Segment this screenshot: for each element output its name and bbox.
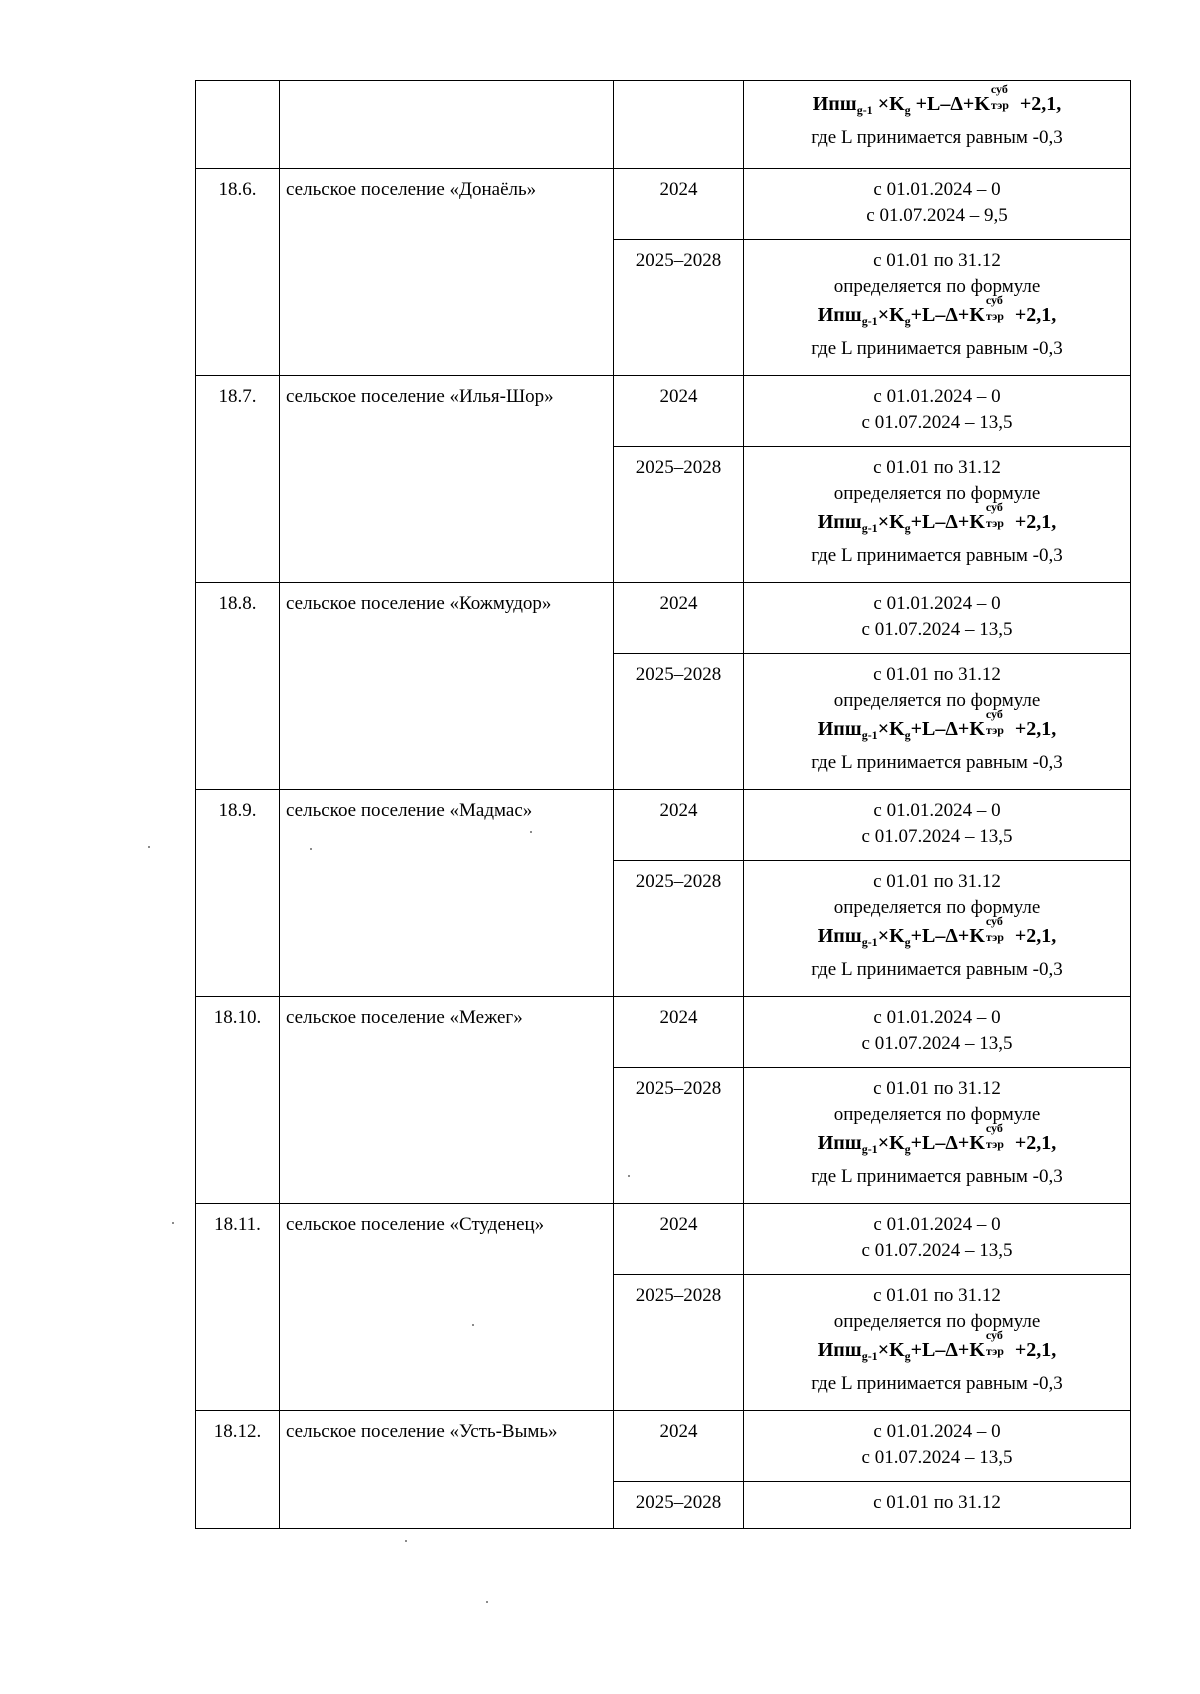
- period-cell: 2024: [614, 997, 744, 1068]
- rate-line: определяется по формуле: [833, 1104, 1041, 1125]
- formula-note: где L принимается равным -0,3: [811, 1373, 1063, 1394]
- rate-cell: [744, 1275, 1131, 1411]
- rate-cell: [744, 790, 1131, 861]
- rate-cell: [744, 376, 1131, 447]
- rate-line: с 01.07.2024 – 13,5: [861, 412, 1013, 433]
- table-row: [196, 583, 1131, 654]
- rate-line: с 01.01.2024 – 0: [873, 593, 1001, 614]
- rate-line: с 01.01.2024 – 0: [873, 1214, 1001, 1235]
- rate-line: с 01.01 по 31.12: [873, 871, 1001, 892]
- table-row: [196, 1411, 1131, 1482]
- row-number: 18.12.: [196, 1411, 280, 1529]
- rate-line: с 01.01.2024 – 0: [873, 179, 1001, 200]
- tariff-table: [195, 80, 1131, 1529]
- scan-speck: [628, 1175, 630, 1177]
- period-cell: 2024: [614, 376, 744, 447]
- scan-speck: [472, 1324, 474, 1326]
- rate-line: определяется по формуле: [833, 897, 1041, 918]
- rate-line: с 01.07.2024 – 13,5: [861, 1447, 1013, 1468]
- rate-line: с 01.01 по 31.12: [873, 1285, 1001, 1306]
- formula: $Ипш_{g-1}\times K_g+L-\Delta+K$ суб тэр +2,1,: [817, 1121, 1057, 1156]
- formula-note: где L принимается равным -0,3: [811, 752, 1063, 773]
- scan-speck: [486, 1601, 488, 1603]
- rate-cell: [744, 1411, 1131, 1482]
- rate-cell: [744, 169, 1131, 240]
- formula-note: где L принимается равным -0,3: [811, 127, 1063, 148]
- rate-line: с 01.07.2024 – 9,5: [866, 205, 1008, 226]
- table-row: [196, 169, 1131, 240]
- period-cell: 2025–2028: [614, 1482, 744, 1529]
- period-cell: 2025–2028: [614, 1068, 744, 1204]
- settlement-name: сельское поселение «Усть-Вымь»: [280, 1411, 614, 1529]
- formula: $Ипш_{g-1}\times K_g+L-\Delta+K$ суб тэр +2,1,: [817, 1328, 1057, 1363]
- table-cell-name: [280, 81, 614, 169]
- settlement-name: сельское поселение «Межег»: [280, 997, 614, 1204]
- table-cell-value: [744, 81, 1131, 169]
- formula-note: где L принимается равным -0,3: [811, 545, 1063, 566]
- rate-cell: [744, 240, 1131, 376]
- rate-line: с 01.01 по 31.12: [873, 1078, 1001, 1099]
- rate-cell: [744, 861, 1131, 997]
- row-number: 18.6.: [196, 169, 280, 376]
- period-cell: 2024: [614, 1204, 744, 1275]
- table-row: [196, 790, 1131, 861]
- table-row: [196, 1204, 1131, 1275]
- rate-cell: [744, 654, 1131, 790]
- rate-line: с 01.07.2024 – 13,5: [861, 826, 1013, 847]
- period-cell: 2025–2028: [614, 240, 744, 376]
- row-number: 18.11.: [196, 1204, 280, 1411]
- rate-line: определяется по формуле: [833, 690, 1041, 711]
- rate-line: с 01.01.2024 – 0: [873, 386, 1001, 407]
- rate-line: с 01.01 по 31.12: [873, 250, 1001, 271]
- formula: $Ипш_{g-1}\times K_g+L-\Delta+K$ суб тэр +2,1,: [817, 914, 1057, 949]
- rate-cell: [744, 1204, 1131, 1275]
- settlement-name: сельское поселение «Кожмудор»: [280, 583, 614, 790]
- scan-speck: [310, 848, 312, 850]
- period-cell: 2025–2028: [614, 447, 744, 583]
- rate-line: с 01.01.2024 – 0: [873, 1007, 1001, 1028]
- rate-line: с 01.07.2024 – 13,5: [861, 1240, 1013, 1261]
- period-cell: 2025–2028: [614, 1275, 744, 1411]
- rate-line: с 01.07.2024 – 13,5: [861, 1033, 1013, 1054]
- row-number: 18.9.: [196, 790, 280, 997]
- settlement-name: сельское поселение «Мадмас»: [280, 790, 614, 997]
- rate-cell: [744, 1068, 1131, 1204]
- formula: $Ипш_{g-1}\times K_g+L-\Delta+K$ суб тэр +2,1,: [817, 500, 1057, 535]
- settlement-name: сельское поселение «Студенец»: [280, 1204, 614, 1411]
- table-cell-num: [196, 81, 280, 169]
- period-cell: 2024: [614, 1411, 744, 1482]
- formula: $Ипш_{g-1} \times K_g +L-\Delta+K$ суб тэр +2,1,: [812, 82, 1062, 117]
- formula: $Ипш_{g-1}\times K_g+L-\Delta+K$ суб тэр +2,1,: [817, 707, 1057, 742]
- table-row: [196, 997, 1131, 1068]
- period-cell: 2024: [614, 169, 744, 240]
- rate-cell: [744, 1482, 1131, 1529]
- rate-cell: [744, 997, 1131, 1068]
- rate-line: с 01.01 по 31.12: [873, 1492, 1001, 1513]
- rate-line: с 01.01.2024 – 0: [873, 1421, 1001, 1442]
- rate-line: определяется по формуле: [833, 483, 1041, 504]
- rate-line: с 01.01 по 31.12: [873, 457, 1001, 478]
- rate-line: с 01.01 по 31.12: [873, 664, 1001, 685]
- formula-note: где L принимается равным -0,3: [811, 959, 1063, 980]
- row-number: 18.7.: [196, 376, 280, 583]
- rate-line: с 01.07.2024 – 13,5: [861, 619, 1013, 640]
- settlement-name: сельское поселение «Илья-Шор»: [280, 376, 614, 583]
- scan-speck: [148, 846, 150, 848]
- scan-speck: [172, 1222, 174, 1224]
- formula-note: где L принимается равным -0,3: [811, 1166, 1063, 1187]
- settlement-name: сельское поселение «Донаёль»: [280, 169, 614, 376]
- row-number: 18.10.: [196, 997, 280, 1204]
- scan-speck: [530, 831, 532, 833]
- scan-speck: [405, 1540, 407, 1542]
- row-number: 18.8.: [196, 583, 280, 790]
- rate-cell: [744, 447, 1131, 583]
- continuation-row: [196, 81, 1131, 169]
- period-cell: 2025–2028: [614, 654, 744, 790]
- table-row: [196, 376, 1131, 447]
- table-cell-year: [614, 81, 744, 169]
- rate-cell: [744, 583, 1131, 654]
- rate-line: определяется по формуле: [833, 276, 1041, 297]
- formula: $Ипш_{g-1}\times K_g+L-\Delta+K$ суб тэр +2,1,: [817, 293, 1057, 328]
- period-cell: 2024: [614, 583, 744, 654]
- rate-line: с 01.01.2024 – 0: [873, 800, 1001, 821]
- period-cell: 2024: [614, 790, 744, 861]
- rate-line: определяется по формуле: [833, 1311, 1041, 1332]
- formula-note: где L принимается равным -0,3: [811, 338, 1063, 359]
- period-cell: 2025–2028: [614, 861, 744, 997]
